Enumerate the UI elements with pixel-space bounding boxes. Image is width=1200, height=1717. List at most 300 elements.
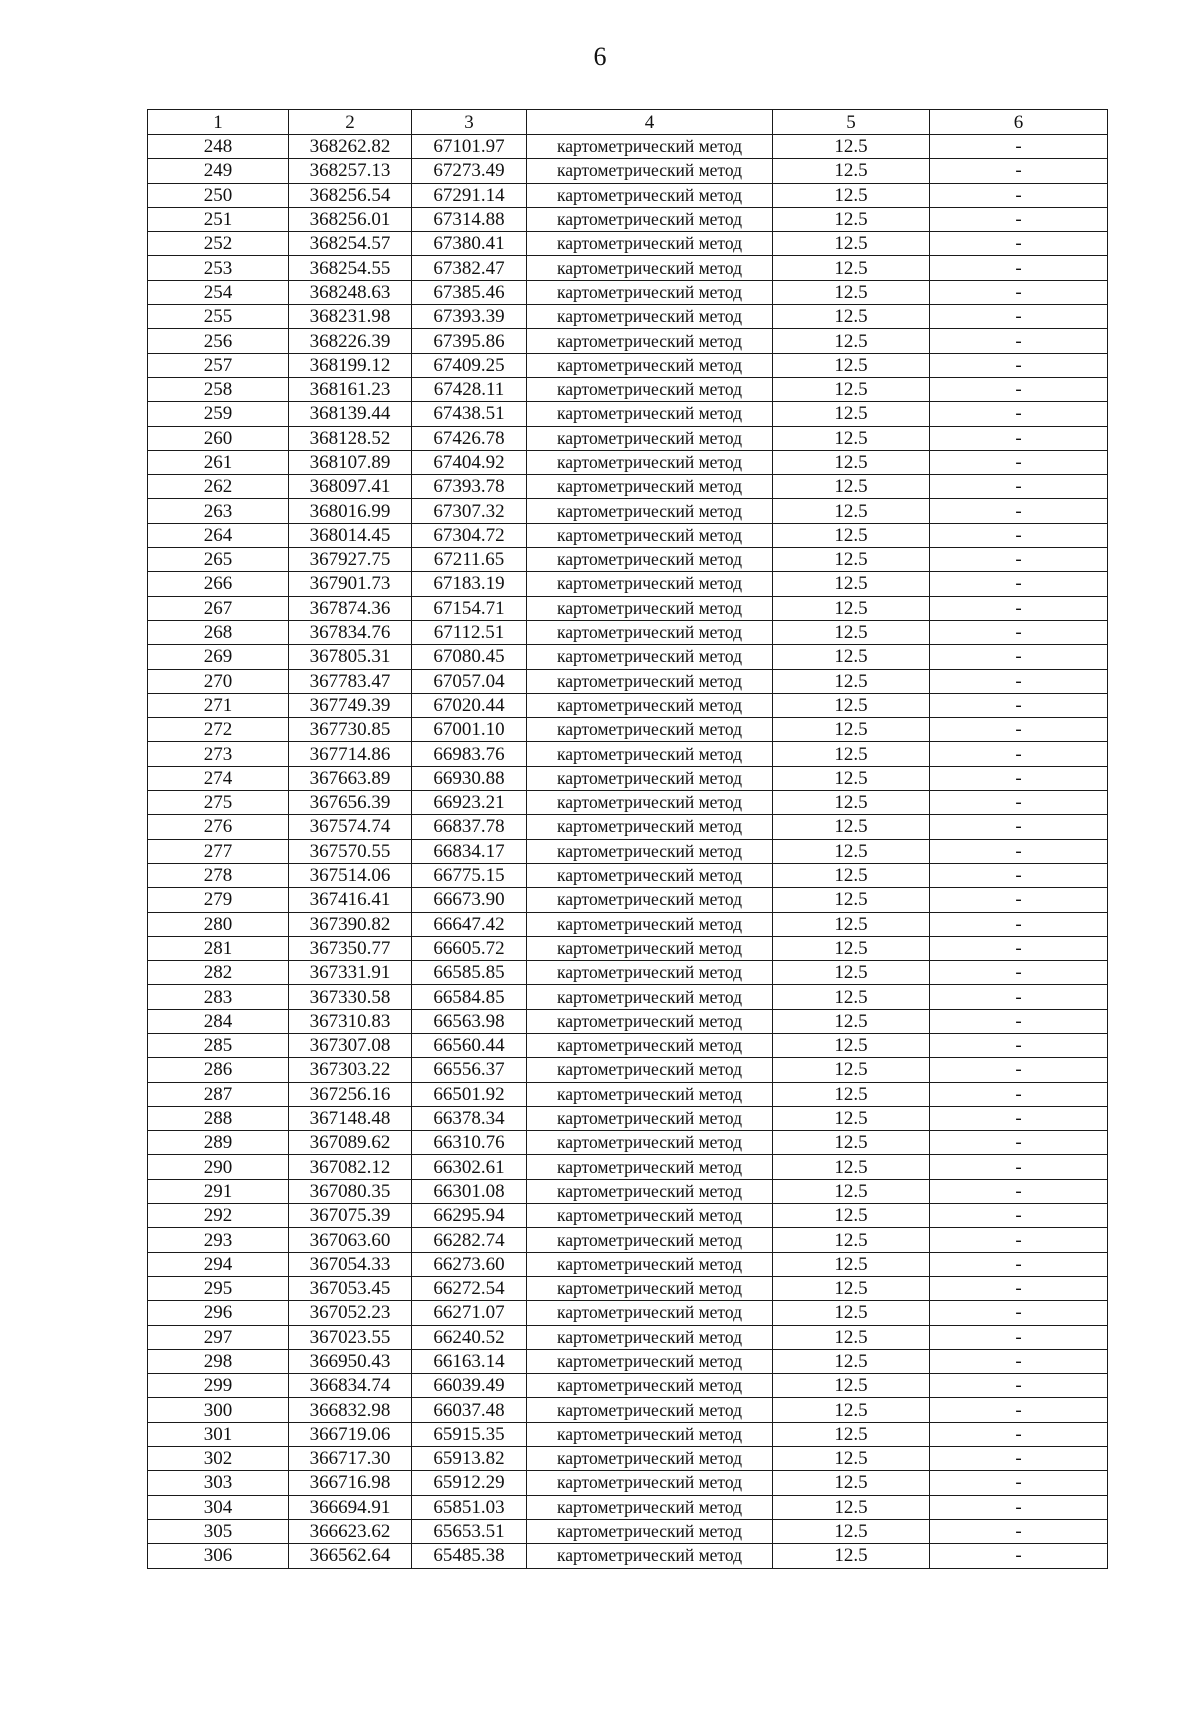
note-cell: - <box>930 1544 1108 1568</box>
x-coordinate-cell: 367663.89 <box>289 766 412 790</box>
point-number-cell: 293 <box>148 1228 289 1252</box>
table-row <box>148 1398 1108 1422</box>
y-coordinate-cell: 67438.51 <box>412 402 527 426</box>
y-coordinate-cell: 66605.72 <box>412 936 527 960</box>
point-number-cell: 296 <box>148 1301 289 1325</box>
note-cell: - <box>930 1422 1108 1446</box>
y-coordinate-cell: 66501.92 <box>412 1082 527 1106</box>
x-coordinate-cell: 366623.62 <box>289 1519 412 1543</box>
y-coordinate-cell: 67154.71 <box>412 596 527 620</box>
y-coordinate-cell: 66295.94 <box>412 1204 527 1228</box>
note-cell: - <box>930 572 1108 596</box>
x-coordinate-cell: 368262.82 <box>289 135 412 159</box>
y-coordinate-cell: 67314.88 <box>412 207 527 231</box>
method-cell: картометрический метод <box>527 377 773 401</box>
accuracy-cell: 12.5 <box>773 1447 930 1471</box>
y-coordinate-cell: 66560.44 <box>412 1033 527 1057</box>
x-coordinate-cell: 367574.74 <box>289 815 412 839</box>
note-cell: - <box>930 645 1108 669</box>
accuracy-cell: 12.5 <box>773 1155 930 1179</box>
point-number-cell: 253 <box>148 256 289 280</box>
note-cell: - <box>930 1374 1108 1398</box>
point-number-cell: 252 <box>148 232 289 256</box>
y-coordinate-cell: 66673.90 <box>412 888 527 912</box>
y-coordinate-cell: 66647.42 <box>412 912 527 936</box>
y-coordinate-cell: 67291.14 <box>412 183 527 207</box>
accuracy-cell: 12.5 <box>773 815 930 839</box>
method-cell: картометрический метод <box>527 839 773 863</box>
y-coordinate-cell: 66983.76 <box>412 742 527 766</box>
y-coordinate-cell: 67382.47 <box>412 256 527 280</box>
method-cell: картометрический метод <box>527 1252 773 1276</box>
accuracy-cell: 12.5 <box>773 1325 930 1349</box>
accuracy-cell: 12.5 <box>773 1301 930 1325</box>
table-row <box>148 985 1108 1009</box>
table-row <box>148 1033 1108 1057</box>
method-cell: картометрический метод <box>527 426 773 450</box>
point-number-cell: 257 <box>148 353 289 377</box>
accuracy-cell: 12.5 <box>773 377 930 401</box>
method-cell: картометрический метод <box>527 1519 773 1543</box>
table-row <box>148 1131 1108 1155</box>
x-coordinate-cell: 366950.43 <box>289 1349 412 1373</box>
table-row <box>148 1374 1108 1398</box>
table-row <box>148 1252 1108 1276</box>
table-row <box>148 596 1108 620</box>
x-coordinate-cell: 367054.33 <box>289 1252 412 1276</box>
table-row <box>148 1276 1108 1300</box>
column-header: 5 <box>773 110 930 135</box>
note-cell: - <box>930 305 1108 329</box>
point-number-cell: 273 <box>148 742 289 766</box>
table-row <box>148 791 1108 815</box>
column-header: 4 <box>527 110 773 135</box>
column-header: 1 <box>148 110 289 135</box>
y-coordinate-cell: 66930.88 <box>412 766 527 790</box>
accuracy-cell: 12.5 <box>773 1252 930 1276</box>
y-coordinate-cell: 66282.74 <box>412 1228 527 1252</box>
method-cell: картометрический метод <box>527 1398 773 1422</box>
accuracy-cell: 12.5 <box>773 936 930 960</box>
note-cell: - <box>930 596 1108 620</box>
method-cell: картометрический метод <box>527 815 773 839</box>
y-coordinate-cell: 66310.76 <box>412 1131 527 1155</box>
note-cell: - <box>930 1082 1108 1106</box>
accuracy-cell: 12.5 <box>773 1106 930 1130</box>
x-coordinate-cell: 367256.16 <box>289 1082 412 1106</box>
y-coordinate-cell: 67385.46 <box>412 280 527 304</box>
accuracy-cell: 12.5 <box>773 1544 930 1568</box>
x-coordinate-cell: 367416.41 <box>289 888 412 912</box>
y-coordinate-cell: 65915.35 <box>412 1422 527 1446</box>
table-row <box>148 888 1108 912</box>
note-cell: - <box>930 475 1108 499</box>
point-number-cell: 262 <box>148 475 289 499</box>
method-cell: картометрический метод <box>527 693 773 717</box>
note-cell: - <box>930 620 1108 644</box>
table-row <box>148 475 1108 499</box>
y-coordinate-cell: 66272.54 <box>412 1276 527 1300</box>
table-row <box>148 135 1108 159</box>
point-number-cell: 272 <box>148 718 289 742</box>
table-header <box>148 110 1108 135</box>
table-body <box>148 135 1108 1569</box>
point-number-cell: 266 <box>148 572 289 596</box>
point-number-cell: 298 <box>148 1349 289 1373</box>
table-row <box>148 305 1108 329</box>
x-coordinate-cell: 367075.39 <box>289 1204 412 1228</box>
method-cell: картометрический метод <box>527 888 773 912</box>
accuracy-cell: 12.5 <box>773 1422 930 1446</box>
method-cell: картометрический метод <box>527 669 773 693</box>
y-coordinate-cell: 66923.21 <box>412 791 527 815</box>
table-row <box>148 1058 1108 1082</box>
table-row <box>148 1544 1108 1568</box>
point-number-cell: 260 <box>148 426 289 450</box>
method-cell: картометрический метод <box>527 475 773 499</box>
x-coordinate-cell: 367148.48 <box>289 1106 412 1130</box>
x-coordinate-cell: 367390.82 <box>289 912 412 936</box>
method-cell: картометрический метод <box>527 353 773 377</box>
method-cell: картометрический метод <box>527 135 773 159</box>
x-coordinate-cell: 367901.73 <box>289 572 412 596</box>
point-number-cell: 259 <box>148 402 289 426</box>
point-number-cell: 263 <box>148 499 289 523</box>
point-number-cell: 271 <box>148 693 289 717</box>
table-row <box>148 353 1108 377</box>
table-row <box>148 183 1108 207</box>
table-row <box>148 402 1108 426</box>
accuracy-cell: 12.5 <box>773 572 930 596</box>
table-row <box>148 1471 1108 1495</box>
table-row <box>148 207 1108 231</box>
accuracy-cell: 12.5 <box>773 402 930 426</box>
accuracy-cell: 12.5 <box>773 280 930 304</box>
x-coordinate-cell: 367749.39 <box>289 693 412 717</box>
y-coordinate-cell: 67393.78 <box>412 475 527 499</box>
x-coordinate-cell: 367303.22 <box>289 1058 412 1082</box>
point-number-cell: 288 <box>148 1106 289 1130</box>
x-coordinate-cell: 368107.89 <box>289 450 412 474</box>
x-coordinate-cell: 366716.98 <box>289 1471 412 1495</box>
method-cell: картометрический метод <box>527 1422 773 1446</box>
method-cell: картометрический метод <box>527 1447 773 1471</box>
method-cell: картометрический метод <box>527 256 773 280</box>
x-coordinate-cell: 367874.36 <box>289 596 412 620</box>
accuracy-cell: 12.5 <box>773 912 930 936</box>
note-cell: - <box>930 426 1108 450</box>
column-header: 3 <box>412 110 527 135</box>
point-number-cell: 297 <box>148 1325 289 1349</box>
y-coordinate-cell: 66240.52 <box>412 1325 527 1349</box>
method-cell: картометрический метод <box>527 766 773 790</box>
y-coordinate-cell: 67304.72 <box>412 523 527 547</box>
note-cell: - <box>930 766 1108 790</box>
accuracy-cell: 12.5 <box>773 742 930 766</box>
y-coordinate-cell: 67183.19 <box>412 572 527 596</box>
note-cell: - <box>930 1447 1108 1471</box>
point-number-cell: 280 <box>148 912 289 936</box>
x-coordinate-cell: 367023.55 <box>289 1325 412 1349</box>
x-coordinate-cell: 367834.76 <box>289 620 412 644</box>
x-coordinate-cell: 368139.44 <box>289 402 412 426</box>
x-coordinate-cell: 367063.60 <box>289 1228 412 1252</box>
y-coordinate-cell: 66775.15 <box>412 863 527 887</box>
y-coordinate-cell: 67404.92 <box>412 450 527 474</box>
point-number-cell: 255 <box>148 305 289 329</box>
y-coordinate-cell: 67101.97 <box>412 135 527 159</box>
x-coordinate-cell: 366562.64 <box>289 1544 412 1568</box>
table-row <box>148 450 1108 474</box>
note-cell: - <box>930 1252 1108 1276</box>
table-row <box>148 645 1108 669</box>
note-cell: - <box>930 718 1108 742</box>
x-coordinate-cell: 367082.12 <box>289 1155 412 1179</box>
accuracy-cell: 12.5 <box>773 1082 930 1106</box>
note-cell: - <box>930 888 1108 912</box>
note-cell: - <box>930 1106 1108 1130</box>
point-number-cell: 265 <box>148 548 289 572</box>
accuracy-cell: 12.5 <box>773 718 930 742</box>
note-cell: - <box>930 961 1108 985</box>
point-number-cell: 286 <box>148 1058 289 1082</box>
point-number-cell: 279 <box>148 888 289 912</box>
method-cell: картометрический метод <box>527 1349 773 1373</box>
table-row <box>148 426 1108 450</box>
column-header: 6 <box>930 110 1108 135</box>
x-coordinate-cell: 367052.23 <box>289 1301 412 1325</box>
point-number-cell: 258 <box>148 377 289 401</box>
x-coordinate-cell: 367783.47 <box>289 669 412 693</box>
table-row <box>148 1495 1108 1519</box>
method-cell: картометрический метод <box>527 305 773 329</box>
method-cell: картометрический метод <box>527 450 773 474</box>
accuracy-cell: 12.5 <box>773 1179 930 1203</box>
accuracy-cell: 12.5 <box>773 207 930 231</box>
table-row <box>148 329 1108 353</box>
y-coordinate-cell: 67211.65 <box>412 548 527 572</box>
method-cell: картометрический метод <box>527 863 773 887</box>
y-coordinate-cell: 66584.85 <box>412 985 527 1009</box>
point-number-cell: 264 <box>148 523 289 547</box>
table-row <box>148 863 1108 887</box>
point-number-cell: 261 <box>148 450 289 474</box>
point-number-cell: 278 <box>148 863 289 887</box>
accuracy-cell: 12.5 <box>773 523 930 547</box>
y-coordinate-cell: 66378.34 <box>412 1106 527 1130</box>
method-cell: картометрический метод <box>527 523 773 547</box>
accuracy-cell: 12.5 <box>773 669 930 693</box>
method-cell: картометрический метод <box>527 1033 773 1057</box>
x-coordinate-cell: 367080.35 <box>289 1179 412 1203</box>
point-number-cell: 249 <box>148 159 289 183</box>
accuracy-cell: 12.5 <box>773 450 930 474</box>
method-cell: картометрический метод <box>527 499 773 523</box>
x-coordinate-cell: 368199.12 <box>289 353 412 377</box>
method-cell: картометрический метод <box>527 1228 773 1252</box>
method-cell: картометрический метод <box>527 1325 773 1349</box>
x-coordinate-cell: 368248.63 <box>289 280 412 304</box>
y-coordinate-cell: 67428.11 <box>412 377 527 401</box>
y-coordinate-cell: 66163.14 <box>412 1349 527 1373</box>
point-number-cell: 301 <box>148 1422 289 1446</box>
method-cell: картометрический метод <box>527 961 773 985</box>
y-coordinate-cell: 67380.41 <box>412 232 527 256</box>
accuracy-cell: 12.5 <box>773 1131 930 1155</box>
y-coordinate-cell: 66039.49 <box>412 1374 527 1398</box>
point-number-cell: 283 <box>148 985 289 1009</box>
y-coordinate-cell: 66273.60 <box>412 1252 527 1276</box>
table-row <box>148 572 1108 596</box>
point-number-cell: 268 <box>148 620 289 644</box>
method-cell: картометрический метод <box>527 280 773 304</box>
accuracy-cell: 12.5 <box>773 1058 930 1082</box>
x-coordinate-cell: 368257.13 <box>289 159 412 183</box>
y-coordinate-cell: 67393.39 <box>412 305 527 329</box>
table-row <box>148 1519 1108 1543</box>
accuracy-cell: 12.5 <box>773 426 930 450</box>
method-cell: картометрический метод <box>527 1495 773 1519</box>
table-row <box>148 912 1108 936</box>
y-coordinate-cell: 67112.51 <box>412 620 527 644</box>
x-coordinate-cell: 368097.41 <box>289 475 412 499</box>
y-coordinate-cell: 67426.78 <box>412 426 527 450</box>
point-number-cell: 285 <box>148 1033 289 1057</box>
accuracy-cell: 12.5 <box>773 1204 930 1228</box>
method-cell: картометрический метод <box>527 329 773 353</box>
x-coordinate-cell: 366832.98 <box>289 1398 412 1422</box>
table-row <box>148 742 1108 766</box>
note-cell: - <box>930 1301 1108 1325</box>
note-cell: - <box>930 1519 1108 1543</box>
y-coordinate-cell: 65913.82 <box>412 1447 527 1471</box>
point-number-cell: 269 <box>148 645 289 669</box>
note-cell: - <box>930 1058 1108 1082</box>
method-cell: картометрический метод <box>527 159 773 183</box>
method-cell: картометрический метод <box>527 232 773 256</box>
note-cell: - <box>930 693 1108 717</box>
accuracy-cell: 12.5 <box>773 329 930 353</box>
table-row <box>148 936 1108 960</box>
table-row <box>148 815 1108 839</box>
x-coordinate-cell: 366694.91 <box>289 1495 412 1519</box>
accuracy-cell: 12.5 <box>773 693 930 717</box>
method-cell: картометрический метод <box>527 596 773 620</box>
method-cell: картометрический метод <box>527 1131 773 1155</box>
note-cell: - <box>930 839 1108 863</box>
point-number-cell: 254 <box>148 280 289 304</box>
x-coordinate-cell: 367656.39 <box>289 791 412 815</box>
note-cell: - <box>930 1228 1108 1252</box>
point-number-cell: 305 <box>148 1519 289 1543</box>
x-coordinate-cell: 368161.23 <box>289 377 412 401</box>
method-cell: картометрический метод <box>527 1179 773 1203</box>
y-coordinate-cell: 66302.61 <box>412 1155 527 1179</box>
point-number-cell: 275 <box>148 791 289 815</box>
note-cell: - <box>930 742 1108 766</box>
table-row <box>148 377 1108 401</box>
point-number-cell: 287 <box>148 1082 289 1106</box>
note-cell: - <box>930 159 1108 183</box>
point-number-cell: 306 <box>148 1544 289 1568</box>
table-row <box>148 1228 1108 1252</box>
note-cell: - <box>930 1155 1108 1179</box>
method-cell: картометрический метод <box>527 718 773 742</box>
method-cell: картометрический метод <box>527 620 773 644</box>
point-number-cell: 248 <box>148 135 289 159</box>
point-number-cell: 289 <box>148 1131 289 1155</box>
note-cell: - <box>930 912 1108 936</box>
table-row <box>148 1301 1108 1325</box>
note-cell: - <box>930 450 1108 474</box>
point-number-cell: 304 <box>148 1495 289 1519</box>
method-cell: картометрический метод <box>527 548 773 572</box>
x-coordinate-cell: 367330.58 <box>289 985 412 1009</box>
note-cell: - <box>930 669 1108 693</box>
point-number-cell: 251 <box>148 207 289 231</box>
note-cell: - <box>930 523 1108 547</box>
note-cell: - <box>930 1349 1108 1373</box>
accuracy-cell: 12.5 <box>773 1033 930 1057</box>
accuracy-cell: 12.5 <box>773 1495 930 1519</box>
note-cell: - <box>930 1495 1108 1519</box>
point-number-cell: 299 <box>148 1374 289 1398</box>
note-cell: - <box>930 183 1108 207</box>
y-coordinate-cell: 67001.10 <box>412 718 527 742</box>
table-row <box>148 1325 1108 1349</box>
method-cell: картометрический метод <box>527 742 773 766</box>
table-row <box>148 1204 1108 1228</box>
accuracy-cell: 12.5 <box>773 961 930 985</box>
x-coordinate-cell: 368254.55 <box>289 256 412 280</box>
accuracy-cell: 12.5 <box>773 1398 930 1422</box>
accuracy-cell: 12.5 <box>773 888 930 912</box>
note-cell: - <box>930 1033 1108 1057</box>
table-row <box>148 523 1108 547</box>
point-number-cell: 256 <box>148 329 289 353</box>
method-cell: картометрический метод <box>527 207 773 231</box>
table-row <box>148 693 1108 717</box>
x-coordinate-cell: 367805.31 <box>289 645 412 669</box>
point-number-cell: 291 <box>148 1179 289 1203</box>
note-cell: - <box>930 548 1108 572</box>
accuracy-cell: 12.5 <box>773 499 930 523</box>
method-cell: картометрический метод <box>527 1374 773 1398</box>
x-coordinate-cell: 368256.54 <box>289 183 412 207</box>
note-cell: - <box>930 377 1108 401</box>
table-row <box>148 1155 1108 1179</box>
note-cell: - <box>930 1276 1108 1300</box>
note-cell: - <box>930 815 1108 839</box>
x-coordinate-cell: 367053.45 <box>289 1276 412 1300</box>
table-row <box>148 1349 1108 1373</box>
point-number-cell: 284 <box>148 1009 289 1033</box>
point-number-cell: 303 <box>148 1471 289 1495</box>
table-row <box>148 548 1108 572</box>
table-row <box>148 961 1108 985</box>
y-coordinate-cell: 67307.32 <box>412 499 527 523</box>
note-cell: - <box>930 1471 1108 1495</box>
note-cell: - <box>930 207 1108 231</box>
x-coordinate-cell: 368254.57 <box>289 232 412 256</box>
accuracy-cell: 12.5 <box>773 839 930 863</box>
accuracy-cell: 12.5 <box>773 1374 930 1398</box>
x-coordinate-cell: 367514.06 <box>289 863 412 887</box>
coordinates-table <box>147 109 1108 1569</box>
point-number-cell: 290 <box>148 1155 289 1179</box>
method-cell: картометрический метод <box>527 1544 773 1568</box>
table-row <box>148 1082 1108 1106</box>
